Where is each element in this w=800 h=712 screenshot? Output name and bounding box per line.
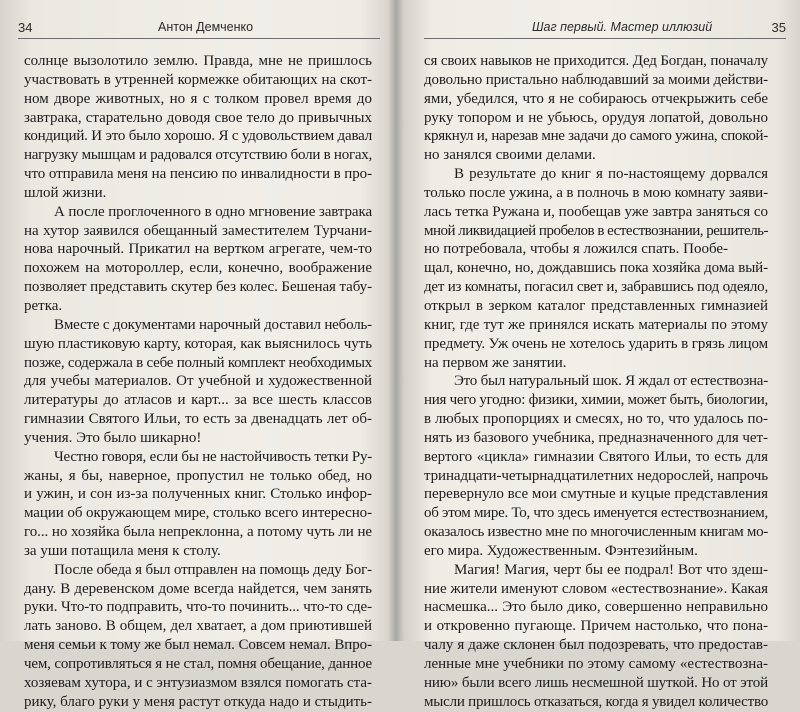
- text-line: нова нарочный. Прикатил на вертком агрегате, чем-то: [24, 241, 372, 258]
- text-line: нять из базового учебника, предназначенного для чет-: [424, 429, 768, 446]
- text-line: нию» были всего лишь несмешной шуткой. Но от этой: [424, 674, 768, 691]
- text-line: перевернуло все мои смутные и куцые представления: [424, 486, 768, 503]
- text-line: участвовать в утренней кормежке обитающих на скот-: [24, 71, 372, 88]
- text-line: шую пластиковую карту, которая, как выяснилось чуть: [24, 335, 372, 352]
- text-line: рику, благо руки у меня растут откуда надо и стыдить-: [24, 693, 372, 710]
- text-line: руки. Что-то подправить, что-то починить... что-то сде-: [24, 599, 372, 616]
- text-line: чем, сопротивляться я не стал, помня обещание, данное: [24, 656, 372, 672]
- text-line: ние жители именуют словом «естествознание». Какая: [424, 580, 768, 597]
- text-line: чалу я даже склонен был подозревать, что предостав-: [424, 637, 768, 654]
- text-line: книг, где тут же принялся искать материалы по этому: [424, 316, 768, 333]
- text-line: меня семьи к тому же был немал. Совсем немал. Впро-: [24, 637, 372, 654]
- text-line: вертого «цикла» гимназии Святого Ильи, то есть для: [424, 448, 768, 465]
- text-line: завтрака, старательно доводя свое тело до привычных: [24, 109, 372, 126]
- text-line: на первом же занятии.: [424, 354, 567, 371]
- text-line: только после ужина, а в полночь в мою комнату заяви-: [424, 184, 768, 201]
- right-running-header: Шаг первый. Мастер иллюзий: [532, 20, 713, 34]
- text-line: лась тетка Ружана и, пообещав уже завтра заняться со: [424, 203, 768, 220]
- left-header-rule: [18, 38, 380, 39]
- text-line: ния чего угодно: физики, химии, может быть, биологии,: [424, 392, 768, 409]
- text-line: А после проглоченного в одно мгновение завтрака: [54, 203, 372, 220]
- text-line: для учебы материалов. От учебной и художественной: [24, 373, 372, 390]
- text-line: нагрузку мышцам и радовался отсутствию боли в ногах,: [24, 147, 372, 164]
- text-line: дану. В деревенском доме всегда найдется, чем занять: [24, 580, 372, 597]
- right-header-rule: [424, 38, 786, 39]
- text-line: гимназии Святого Ильи, то есть за двенадцать лет об-: [24, 411, 372, 428]
- text-line: ретка.: [24, 297, 63, 314]
- text-line: руку топором и не убьюсь, орудуя лопатой, довольно: [424, 109, 768, 126]
- text-line: щал, конечно, но, дождавшись пока хозяйка дома вый-: [424, 260, 768, 277]
- left-page-number: 34: [18, 20, 33, 35]
- text-line: но занялся своими делами.: [424, 147, 596, 164]
- text-line: в любых пропорциях и смесях, но то, что удалось по-: [424, 411, 768, 428]
- text-line: за уши потащила меня к столу.: [24, 542, 221, 559]
- text-line: на хутор заявился обещанный заместителем Турчани-: [24, 222, 372, 239]
- text-line: тринадцати-четырнадцатилетних недорослей, напрочь: [424, 467, 768, 484]
- text-line: крякнул и, нарезав мне задачи до самого ужина, спокой-: [424, 128, 768, 145]
- text-line: и откровенно пугающе. Причем настолько, что пона-: [424, 618, 768, 635]
- text-line: довольно пристально наблюдавший за моими действи-: [424, 71, 769, 88]
- text-line: но потребовала, чтобы я ложился спать. Пообе-: [424, 241, 729, 258]
- text-line: шлой жизни.: [24, 184, 107, 201]
- text-line: насмешка... Это было дико, совершенно неправильно: [424, 599, 768, 616]
- text-line: Вместе с документами нарочный доставил неболь-: [54, 316, 372, 333]
- text-line: позволяет представить скутер без колес. Бешеная табу-: [24, 279, 372, 296]
- text-line: дет из комнаты, погасил свет и, забравшись под одеяло,: [424, 279, 768, 296]
- text-line: оказалось известно мне по многочисленным книгам мо-: [424, 524, 768, 541]
- text-line: Это был натуральный шок. Я ждал от естествозна-: [454, 373, 768, 390]
- text-line: солнце вызолотило землю. Правда, мне не пришлось: [24, 53, 372, 69]
- left-page-text: [24, 52, 372, 712]
- text-line: и ужин, и сон из-за полученных книг. Столько инфор-: [24, 486, 372, 503]
- left-page: [0, 0, 398, 710]
- right-page: [402, 0, 800, 710]
- text-line: хозяевам хутора, и с энтузиазмом взялся помогать ста-: [24, 674, 372, 691]
- text-line: мации об окружающем мире, столько всего интересно-: [24, 505, 372, 522]
- text-line: открыл в зерком каталог представленных гимназией: [424, 297, 768, 314]
- text-line: мысли пришлось отказаться, когда я увидел количество: [424, 693, 768, 710]
- text-line: В результате до книг я по-настоящему дорвался: [454, 166, 768, 183]
- text-line: лать заново. В общем, дел хватает, а дом приютившей: [24, 618, 372, 635]
- text-line: похожем на мотороллер, если, конечно, воображение: [24, 260, 372, 277]
- text-line: мной ликвидацией пробелов в естествознании, решитель-: [424, 222, 768, 239]
- text-line: Магия! Магия, черт бы ее подрал! Вот что здеш-: [454, 561, 768, 578]
- text-line: об этом мире. То, что здесь именуется естествознанием,: [424, 505, 768, 522]
- text-line: го... но хозяйка была непреклонна, а потому чуть ли не: [24, 524, 373, 541]
- text-line: ном дворе животных, но я с толком провел время до: [24, 90, 372, 107]
- text-line: учения. Это было шикарно!: [24, 429, 202, 446]
- text-line: литературы до атласов и карт... за все шесть классов: [24, 392, 372, 409]
- text-line: ся своих навыков не приходится. Дед Богдан, поначалу: [424, 53, 769, 69]
- text-line: позже, содержала в себе полный комплект необходимых: [24, 354, 372, 371]
- text-line: предмету. Уж очень не хотелось ударить в грязь лицом: [424, 335, 768, 352]
- text-line: ями, убедился, что я не собираюсь отчекрыжить себе: [424, 90, 768, 107]
- right-page-number: 35: [771, 20, 786, 35]
- text-line: кондиций. И это было хорошо. Я с удовольствием давал: [24, 128, 372, 145]
- text-line: ленные мне учебники по этому самому «естествозна-: [424, 656, 768, 672]
- text-line: жаны, я бы, наверное, пропустил не только обед, но: [24, 467, 372, 484]
- left-running-header: Антон Демченко: [158, 20, 254, 34]
- text-line: Честно говоря, если бы не настойчивость тетки Ру-: [54, 448, 372, 465]
- text-line: что отправила меня на пенсию по инвалидности в про-: [24, 166, 372, 183]
- text-line: его мира. Художественным. Фэнтезийным.: [424, 542, 698, 559]
- text-line: После обеда я был отправлен на помощь деду Бог-: [54, 561, 372, 578]
- right-page-text: [424, 52, 768, 712]
